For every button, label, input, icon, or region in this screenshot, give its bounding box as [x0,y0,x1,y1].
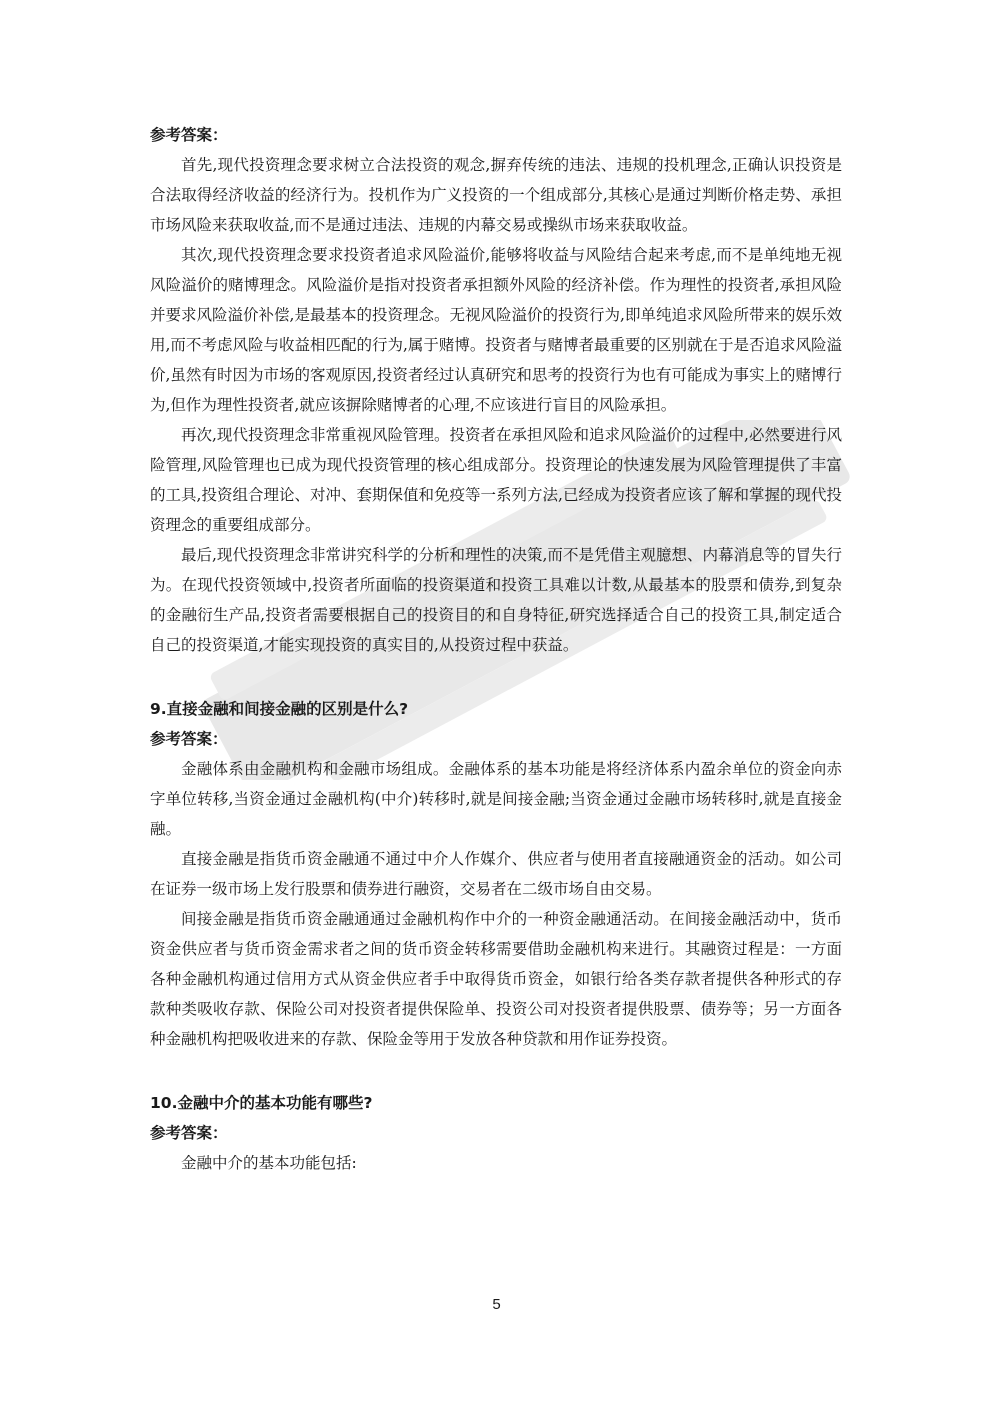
answer-paragraph: 再次,现代投资理念非常重视风险管理。投资者在承担风险和追求风险溢价的过程中,必然要进行风险管理,风险管理也已成为现代投资管理的核心组成部分。投资理论的快速发展为风险管理提供了丰富的工具,投资组合理论、对冲、套期保值和免疫等一系列方法,已经成为投资者应该了解和掌握的现代投资理念的重要组成部分。 [150,426,842,534]
answer-paragraph: 直接金融是指货币资金融通不通过中介人作媒介、供应者与使用者直接融通资金的活动。如公司在证券一级市场上发行股票和债券进行融资，交易者在二级市场自由交易。 [150,850,842,898]
question-heading: 10.金融中介的基本功能有哪些? [150,1094,373,1112]
document-body [150,120,842,1178]
answer-label: 参考答案： [150,730,228,748]
answer-paragraph: 金融中介的基本功能包括: [181,1154,357,1172]
answer-paragraph: 金融体系由金融机构和金融市场组成。金融体系的基本功能是将经济体系内盈余单位的资金向赤字单位转移,当资金通过金融机构(中介)转移时,就是间接金融;当资金通过金融市场转移时,就是直接金融。 [150,760,842,838]
answer-paragraph: 间接金融是指货币资金融通通过金融机构作中介的一种资金融通活动。在间接金融活动中，货币资金供应者与货币资金需求者之间的货币资金转移需要借助金融机构来进行。其融资过程是：一方面各种金融机构通过信用方式从资金供应者手中取得货币资金，如银行给各类存款者提供各种形式的存款种类吸收存款、保险公司对投资者提供保险单、投资公司对投资者提供股票、债券等；另一方面各种金融机构把吸收进来的存款、保险金等用于发放各种贷款和用作证券投资。 [150,910,842,1048]
answer-label: 参考答案： [150,126,228,144]
question-heading: 9.直接金融和间接金融的区别是什么? [150,700,409,718]
answer-paragraph: 首先,现代投资理念要求树立合法投资的观念,摒弃传统的违法、违规的投机理念,正确认识投资是合法取得经济收益的经济行为。投机作为广义投资的一个组成部分,其核心是通过判断价格走势、承担市场风险来获取收益,而不是通过违法、违规的内幕交易或操纵市场来获取收益。 [150,156,842,234]
answer-paragraph: 最后,现代投资理念非常讲究科学的分析和理性的决策,而不是凭借主观臆想、内幕消息等的冒失行为。在现代投资领域中,投资者所面临的投资渠道和投资工具难以计数,从最基本的股票和债券,到复杂的金融衍生产品,投资者需要根据自己的投资目的和自身特征,研究选择适合自己的投资工具,制定适合自己的投资渠道,才能实现投资的真实目的,从投资过程中获益。 [150,546,842,654]
answer-paragraph: 其次,现代投资理念要求投资者追求风险溢价,能够将收益与风险结合起来考虑,而不是单纯地无视风险溢价的赌博理念。风险溢价是指对投资者承担额外风险的经济补偿。作为理性的投资者,承担风险并要求风险溢价补偿,是最基本的投资理念。无视风险溢价的投资行为,即单纯追求风险所带来的娱乐效用,而不考虑风险与收益相匹配的行为,属于赌博。投资者与赌博者最重要的区别就在于是否追求风险溢价,虽然有时因为市场的客观原因,投资者经过认真研究和思考的投资行为也有可能成为事实上的赌博行为,但作为理性投资者,就应该摒除赌博者的心理,不应该进行盲目的风险承担。 [150,246,842,414]
page-number: 5 [492,1296,501,1313]
answer-label: 参考答案： [150,1124,228,1142]
